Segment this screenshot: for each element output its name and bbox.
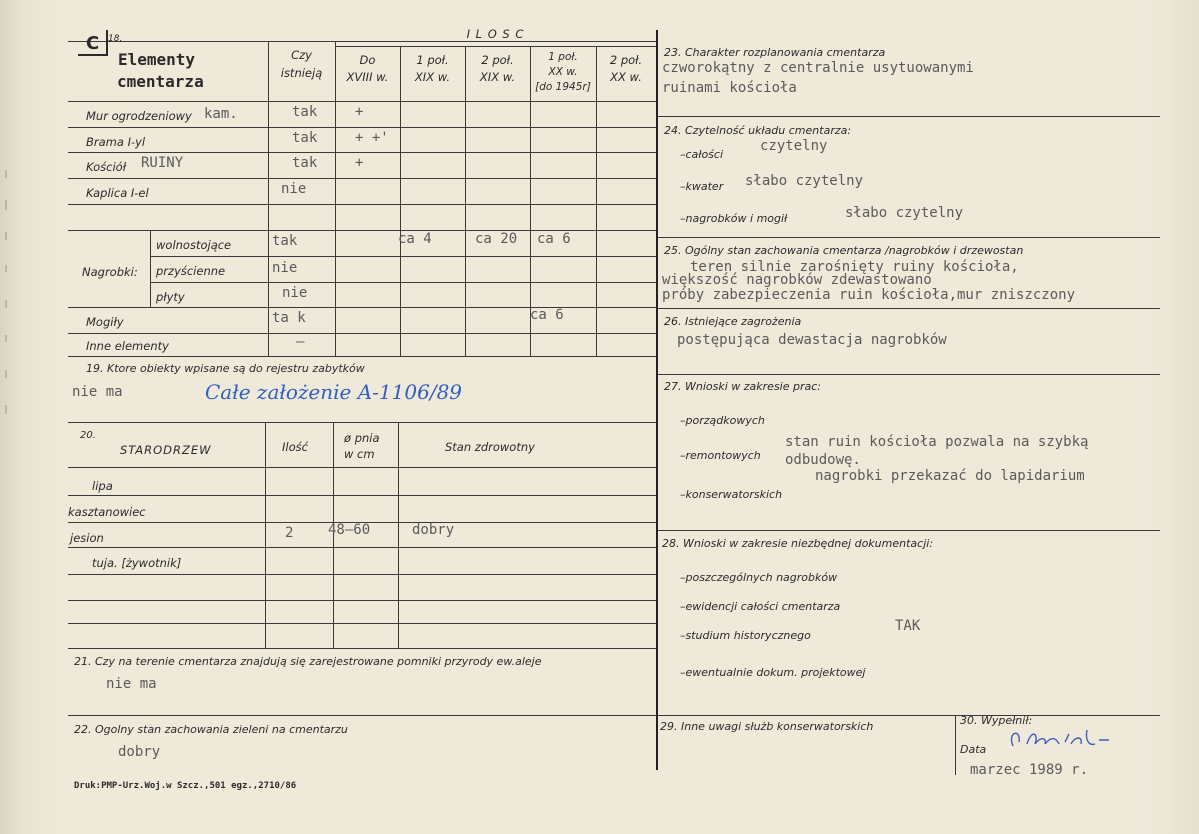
row-mur-do18: + [355, 104, 364, 120]
s23-label: 23. Charakter rozplanowania cmentarza [664, 46, 886, 59]
s27-remont-value-2: odbudowę. [785, 452, 861, 468]
col-czy-istnieja: Czy istnieją [280, 48, 323, 80]
row-brama-do18: + +' [355, 130, 389, 146]
grid-line [465, 46, 466, 356]
section-title-1: Elementy [118, 50, 196, 69]
s20-jesion-pnia: 48–60 [328, 522, 371, 538]
s24-kwater-value: słabo czytelny [745, 173, 864, 189]
s24-calosci-value: czytelny [760, 138, 828, 154]
grid-line [68, 623, 656, 624]
s19-handwritten: Całe założenie A-1106/89 [205, 380, 463, 404]
grid-line [68, 152, 656, 153]
s23-line1: czworokątny z centralnie usytuowanymi [662, 60, 974, 76]
s20-num: 20. [80, 430, 96, 441]
s27-porzadkowych: –porządkowych [680, 414, 765, 427]
grid-line [268, 41, 269, 356]
col-2pol-xix: 2 poł. XIX w. [479, 53, 516, 84]
s25-line1: teren silnie zarośnięty ruiny kościoła, [690, 259, 1019, 275]
col-1pol-xix: 1 poł. XIX w. [414, 53, 451, 84]
row-kosciol-label: Kościół [86, 160, 127, 174]
s24-kwater: –kwater [680, 180, 724, 193]
signature-scribble [1005, 726, 1125, 754]
print-imprint: Druk:PMP-Urz.Woj.w Szcz.,501 egz.,2710/86 [74, 781, 297, 791]
col-ilosc: I L O S C [466, 27, 525, 41]
grid-line [68, 574, 656, 575]
grid-line [68, 333, 656, 334]
row-inne-label: Inne elementy [86, 339, 169, 353]
s26-typed: postępująca dewastacja nagrobków [677, 332, 947, 348]
grid-line [335, 46, 656, 47]
grid-line [68, 356, 656, 357]
grid-line [955, 715, 956, 775]
s20-col-pnia: ø pnia w cm [344, 431, 380, 461]
grid-line [596, 46, 597, 356]
s25-line3: próby zabezpieczenia ruin kościoła,mur zniszczony [662, 287, 1076, 303]
main-divider [656, 30, 658, 770]
grid-line [658, 530, 1160, 531]
s20-row-kasztanowiec: kasztanowiec [68, 505, 146, 519]
row-kaplica-label: Kaplica I-el [86, 186, 149, 200]
row-kaplica-czy: nie [281, 181, 307, 197]
s26-label: 26. Istniejące zagrożenia [664, 315, 802, 328]
s28-item-c-value: TAK [895, 618, 921, 634]
grid-line [68, 467, 656, 468]
s28-item-c: –studium historycznego [680, 629, 811, 642]
grid-line [68, 648, 656, 649]
s28-item-d: –ewentualnie dokum. projektowej [680, 666, 866, 679]
s27-konserwatorskich: –konserwatorskich [680, 488, 783, 501]
s20-title: STARODRZEW [120, 443, 212, 457]
grid-line [68, 127, 656, 128]
s30-data-value: marzec 1989 r. [970, 762, 1089, 778]
s22-typed: dobry [118, 744, 161, 760]
s20-jesion-ilosc: 2 [285, 525, 294, 541]
row-mogily-1p20: ca 6 [530, 307, 564, 323]
section-number: 18. [108, 34, 123, 44]
col-do-xviii: Do XVIII w. [346, 53, 389, 84]
s25-line2: większość nagrobków zdewastowano [662, 272, 932, 288]
s27-label: 27. Wnioski w zakresie prac: [664, 380, 821, 393]
grid-line [68, 495, 656, 496]
s20-row-jesion: jesion [70, 531, 104, 545]
s20-row-tuja: tuja. [żywotnik] [92, 556, 182, 570]
grid-line [265, 422, 266, 648]
s20-col-stan: Stan zdrowotny [445, 440, 535, 454]
s21-label: 21. Czy na terenie cmentarza znajdują się zarejestrowane pomniki przyrody ew.aleje [74, 655, 542, 668]
row-brama-czy: tak [292, 130, 318, 146]
grid-line [658, 237, 1160, 238]
s27-remontowych: –remontowych [680, 449, 761, 462]
grid-line [68, 422, 656, 423]
s25-label: 25. Ogólny stan zachowania cmentarza /nagrobków i drzewostan [664, 244, 1024, 257]
s24-nagrobkow-value: słabo czytelny [845, 205, 964, 221]
row-wolno-label: wolnostojące [156, 238, 232, 252]
row-plyty-label: płyty [156, 290, 185, 304]
grid-line [68, 101, 656, 102]
row-kosciol-typed: RUINY [141, 155, 184, 171]
row-plyty-czy: nie [282, 285, 308, 301]
grid-line [68, 41, 656, 42]
s30-label: 30. Wypełnił: [960, 714, 1033, 727]
row-mur-typed: kam. [204, 106, 238, 122]
grid-line [68, 547, 656, 548]
row-kosciol-czy: tak [292, 155, 318, 171]
s28-label: 28. Wnioski w zakresie niezbędnej dokumentacji: [662, 537, 934, 550]
s24-nagrobkow: –nagrobków i mogił [680, 212, 788, 225]
row-mur-label: Mur ogrodzeniowy [86, 109, 192, 123]
grid-line [150, 256, 656, 257]
s24-label: 24. Czytelność układu cmentarza: [664, 124, 852, 137]
row-nagrobki-label: Nagrobki: [82, 265, 138, 279]
s20-col-ilosc: Ilość [282, 440, 308, 454]
col-2pol-xx: 2 poł. XX w. [609, 53, 643, 84]
row-mogily-czy: ta k [272, 310, 306, 326]
row-inne-czy: – [296, 334, 305, 350]
section-letter: C [86, 33, 100, 54]
s20-row-lipa: lipa [92, 479, 113, 493]
grid-line [150, 230, 151, 307]
s20-jesion-stan: dobry [412, 522, 455, 538]
row-wolno-1p19: ca 4 [398, 231, 432, 247]
left-edge-marks [0, 0, 22, 834]
grid-line [68, 600, 656, 601]
s30-data-label: Data [960, 743, 987, 756]
grid-line [68, 178, 656, 179]
grid-line [658, 116, 1160, 117]
s21-typed: nie ma [106, 676, 157, 692]
row-wolno-czy: tak [272, 233, 298, 249]
s19-typed: nie ma [72, 384, 123, 400]
s27-remont-value-1: stan ruin kościoła pozwala na szybką [785, 434, 1089, 450]
s28-item-b: –ewidencji całości cmentarza [680, 600, 841, 613]
grid-line [68, 307, 656, 308]
s23-line2: ruinami kościoła [662, 80, 797, 96]
s27-konserw-value: nagrobki przekazać do lapidarium [815, 468, 1085, 484]
s24-calosci: –całości [680, 148, 724, 161]
row-przy-czy: nie [272, 260, 298, 276]
row-brama-label: Brama I-yl [86, 135, 146, 149]
s22-label: 22. Ogolny stan zachowania zieleni na cmentarzu [74, 723, 348, 736]
grid-line [658, 374, 1160, 375]
row-przy-label: przyścienne [156, 264, 226, 278]
s28-item-a: –poszczególnych nagrobków [680, 571, 838, 584]
grid-line [150, 282, 656, 283]
s19-label: 19. Ktore obiekty wpisane są do rejestru zabytków [86, 362, 365, 375]
row-mur-czy: tak [292, 104, 318, 120]
s29-label: 29. Inne uwagi służb konserwatorskich [660, 720, 874, 733]
grid-line [658, 308, 1160, 309]
grid-line [400, 46, 401, 356]
section-title-2: cmentarza [117, 72, 204, 91]
grid-line [398, 422, 399, 648]
grid-line [335, 41, 336, 356]
row-wolno-1p20: ca 6 [537, 231, 571, 247]
col-1pol-xx: 1 poł. XX w. [do 1945r] [535, 51, 591, 93]
row-mogily-label: Mogiły [86, 315, 124, 329]
row-kosciol-do18: + [355, 155, 364, 171]
grid-line [68, 204, 656, 205]
row-wolno-2p19: ca 20 [475, 231, 518, 247]
